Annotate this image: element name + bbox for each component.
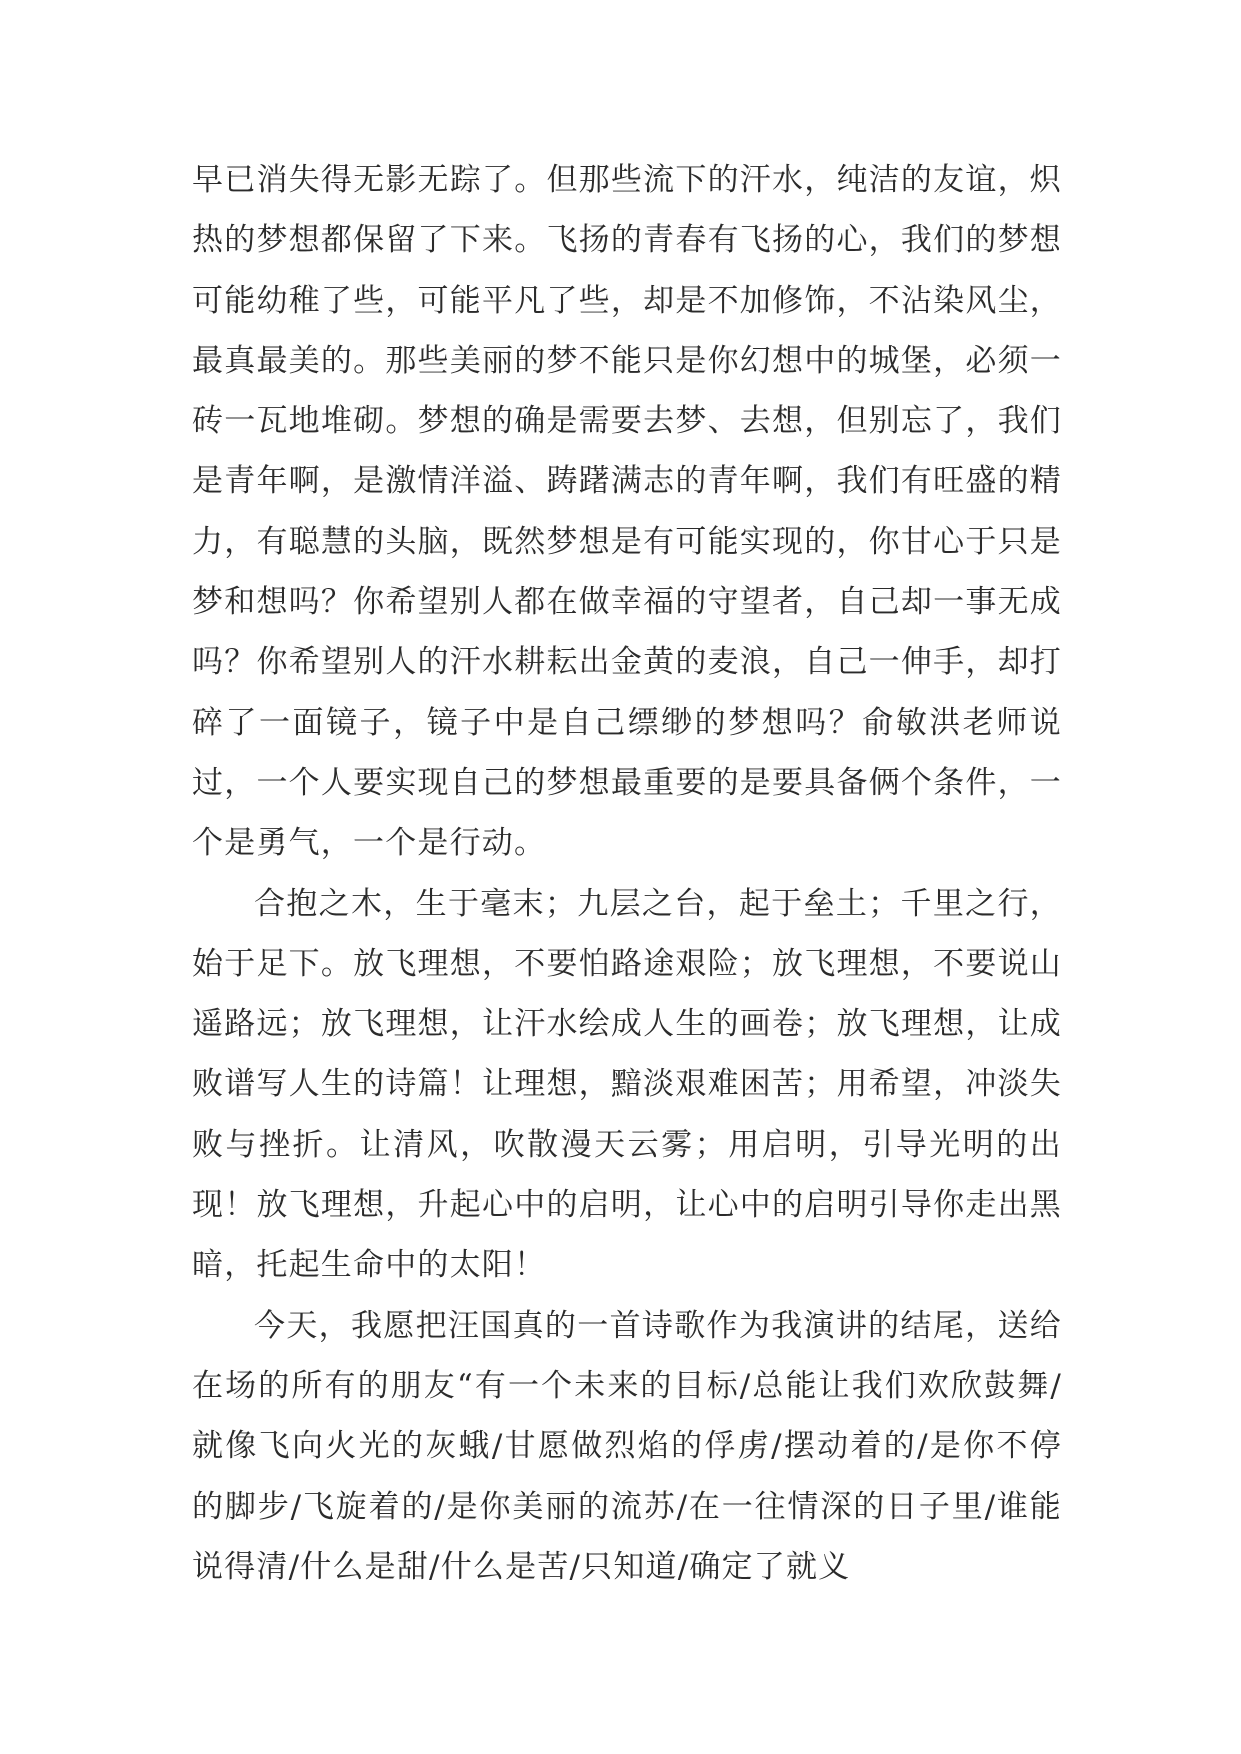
paragraph-continued: 早已消失得无影无踪了。但那些流下的汗水，纯洁的友谊，炽热的梦想都保留了下来。飞扬的青春有飞扬的心，我们的梦想可能幼稚了些，可能平凡了些，却是不加修饰，不沾染风尘，最真最美的。那些美丽的梦不能只是你幻想中的城堡，必须一砖一瓦地堆砌。梦想的确是需要去梦、去想，但别忘了，我们是青年啊，是激情洋溢、踌躇满志的青年啊，我们有旺盛的精力，有聪慧的头脑，既然梦想是有可能实现的，你甘心于只是梦和想吗？你希望别人都在做幸福的守望者，自己却一事无成吗？你希望别人的汗水耕耘出金黄的麦浪，自己一伸手，却打碎了一面镜子，镜子中是自己缥缈的梦想吗？俞敏洪老师说过，一个人要实现自己的梦想最重要的是要具备俩个条件，一个是勇气，一个是行动。 <box>192 162 1062 862</box>
paragraph-ideals: 合抱之木，生于毫末；九层之台，起于垒土；千里之行，始于足下。放飞理想，不要怕路途艰险；放飞理想，不要说山遥路远；放飞理想，让汗水绘成人生的画卷；放飞理想，让成败谱写人生的诗篇！让理想，黯淡艰难困苦；用希望，冲淡失败与挫折。让清风，吹散漫天云雾；用启明，引导光明的出现！放飞理想，升起心中的启明，让心中的启明引导你走出黑暗，托起生命中的太阳！ <box>192 885 1062 1284</box>
document-body <box>192 150 1062 1597</box>
paragraph-closing-poem: 今天，我愿把汪国真的一首诗歌作为我演讲的结尾，送给在场的所有的朋友“有一个未来的目标/总能让我们欢欣鼓舞/就像飞向火光的灰蛾/甘愿做烈焰的俘虏/摆动着的/是你不停的脚步/飞旋着的/是你美丽的流苏/在一往情深的日子里/谁能说得清/什么是甜/什么是苦/只知道/确定了就义 <box>192 1307 1062 1585</box>
